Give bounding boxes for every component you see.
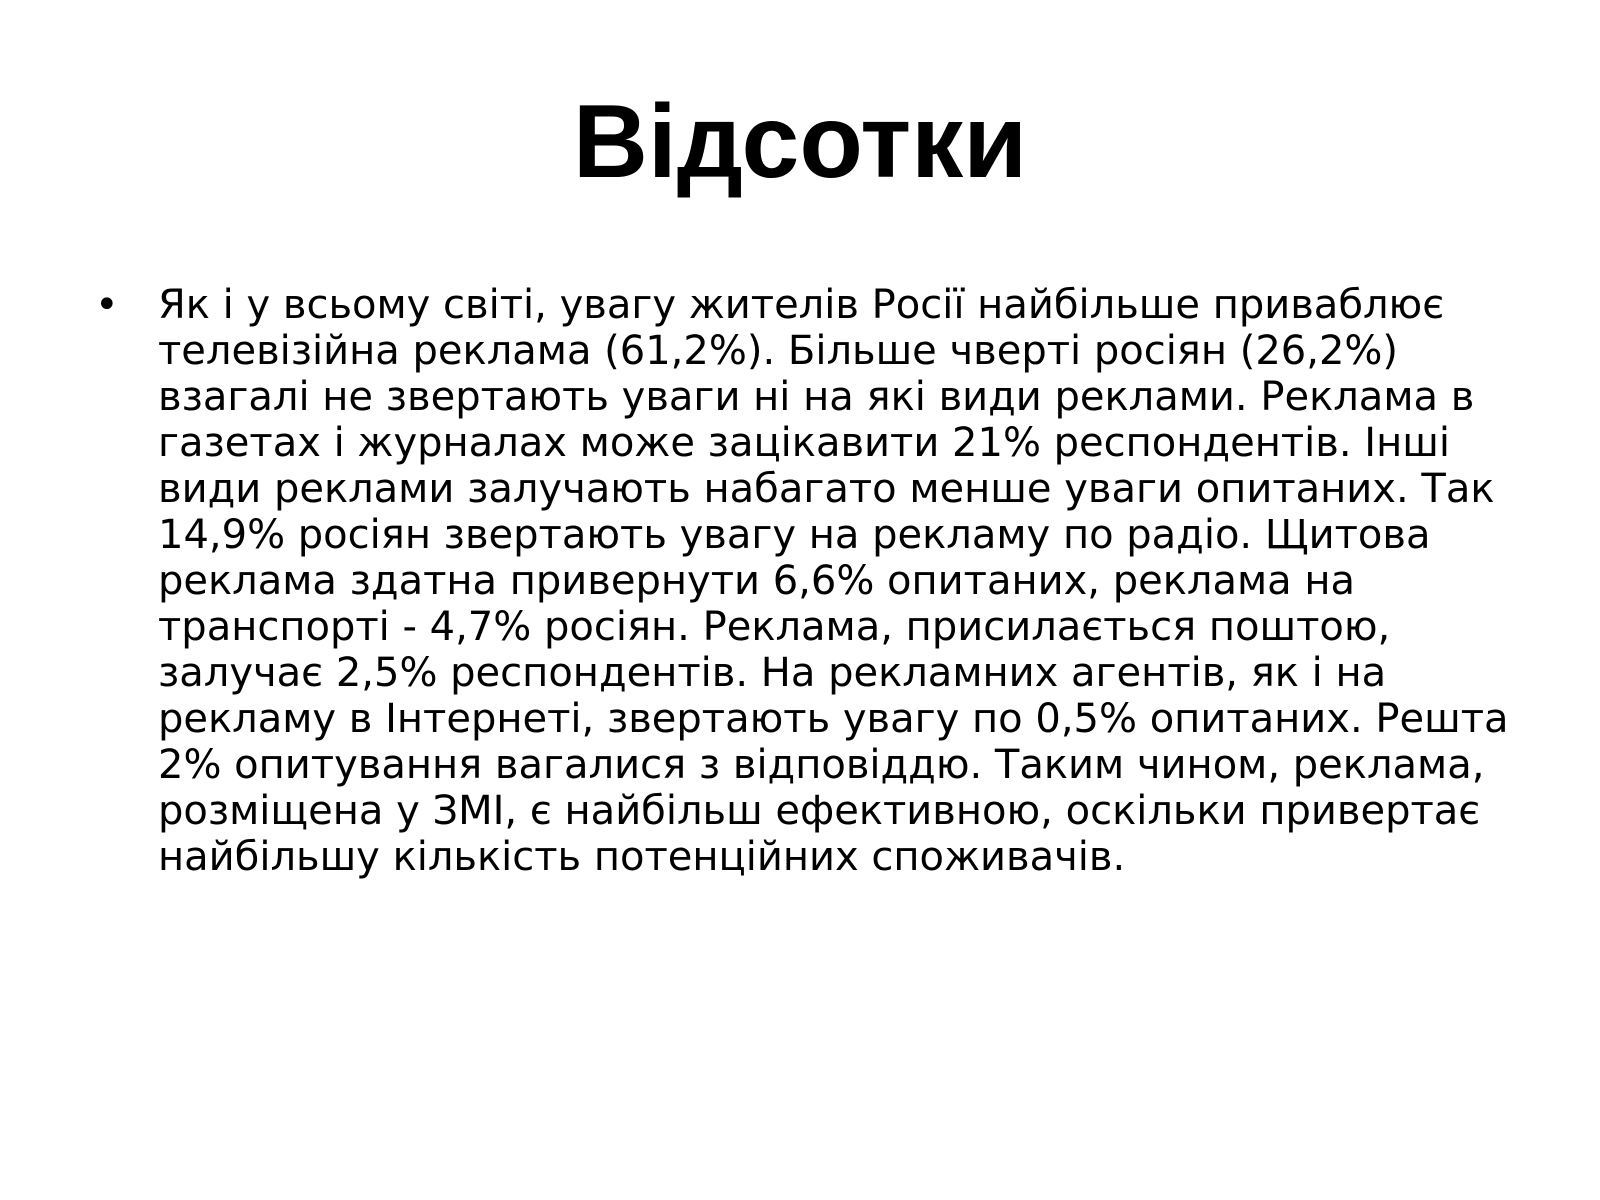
slide-title: Відсотки: [572, 84, 1028, 200]
bullet-item: [95, 282, 1515, 880]
bullet-text: Як і у всьому світі, увагу жителів Росії найбільше приваблює телевізійна реклама (61,2%). Більше чверті росіян (26,2%) взагалі не звертають уваги ні на які види реклами. Реклама в газетах і журналах може зацікавити 21% респондентів. Інші види реклами залучають набагато менше уваги опитаних. Так 14,9% росіян звертають увагу на рекламу по радіо. Щитова реклама здатна привернути 6,6% опитаних, реклама на транспорті - 4,7% росіян. Реклама, присилається поштою, залучає 2,5% респондентів. На рекламних агентів, як і на рекламу в Інтернеті, звертають увагу по 0,5% опитаних. Решта 2% опитування вагалися з відповіддю. Таким чином, реклама, розміщена у ЗМІ, є найбільш ефективною, оскільки привертає найбільшу кількість потенційних споживачів.: [158, 282, 1509, 880]
bullet-dot-icon: •: [95, 282, 119, 328]
bullet-list: [95, 282, 1515, 880]
